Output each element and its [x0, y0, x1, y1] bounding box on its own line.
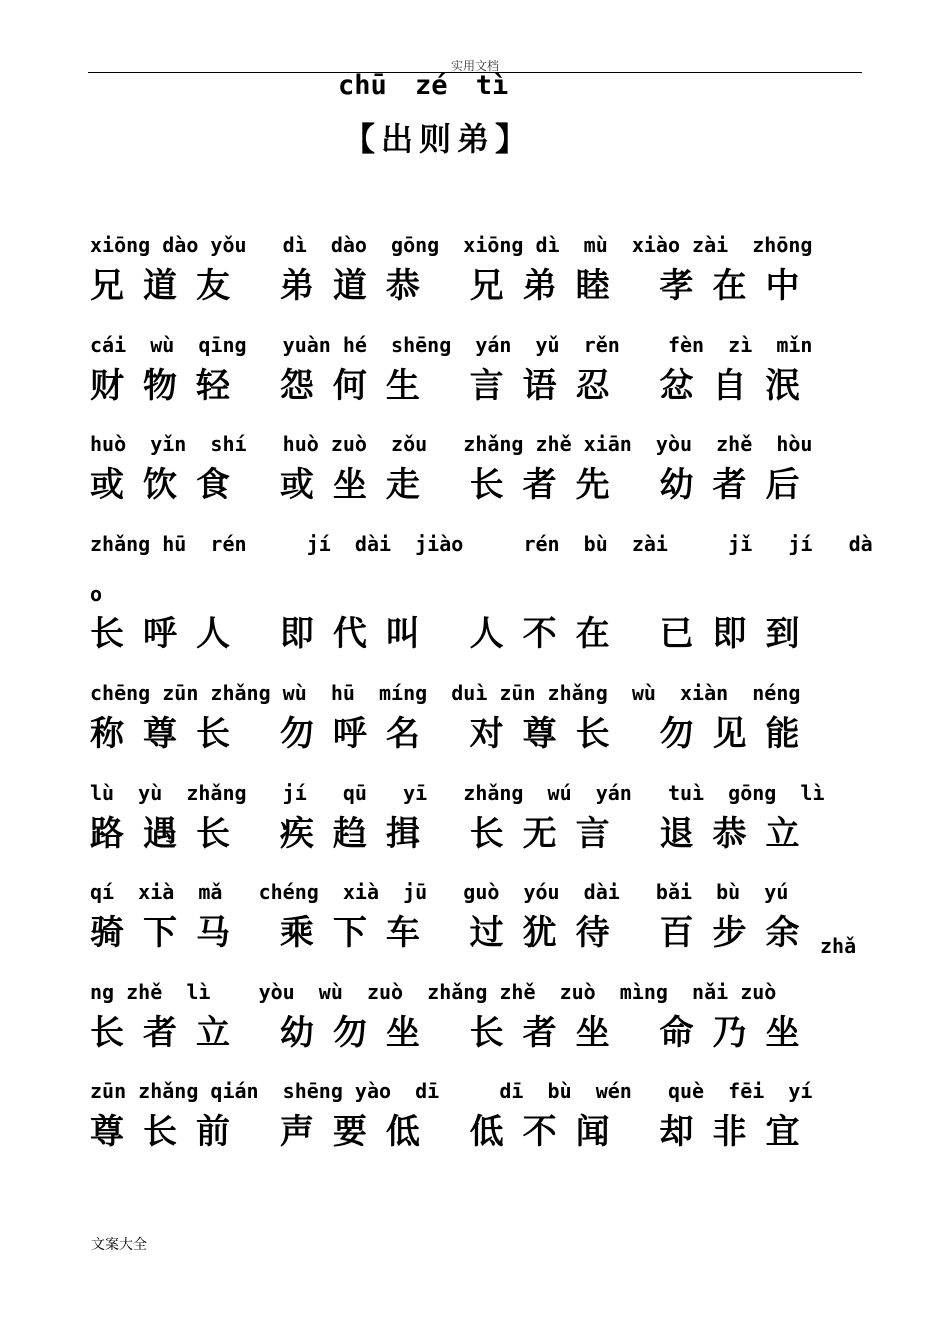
pinyin-line: xiōng dào yǒu dì dào gōng xiōng dì mù xiào zài zhōng	[90, 233, 813, 257]
pinyin-line: zūn zhǎng qián shēng yào dī dī bù wén què fēi yí	[90, 1079, 813, 1103]
pinyin-line: huò yǐn shí huò zuò zǒu zhǎng zhě xiān yòu zhě hòu	[90, 432, 813, 456]
pinyin-line: o	[90, 582, 103, 606]
pinyin-line: zhǎng hū rén jí dài jiào rén bù zài jǐ jí dà	[90, 532, 873, 556]
pinyin-line: qí xià mǎ chéng xià jū guò yóu dài bǎi bù yú	[90, 880, 789, 904]
verse-line: 路遇长 疾趋揖 长无言 退恭立	[90, 814, 819, 854]
pinyin-line: zhǎ	[820, 934, 857, 958]
verse-line: 骑下马 乘下车 过犹待 百步余	[90, 913, 819, 953]
pinyin-line: cái wù qīng yuàn hé shēng yán yǔ rěn fèn zì mǐn	[90, 333, 813, 357]
page-footer: 文案大全	[91, 1237, 147, 1253]
pinyin-line: ng zhě lì yòu wù zuò zhǎng zhě zuò mìng nǎi zuò	[90, 980, 777, 1004]
verse-line: 或饮食 或坐走 长者先 幼者后	[90, 465, 819, 505]
verse-line: 长者立 幼勿坐 长者坐 命乃坐	[90, 1013, 819, 1053]
verse-line: 兄道友 弟道恭 兄弟睦 孝在中	[90, 266, 819, 306]
pinyin-line: chēng zūn zhǎng wù hū míng duì zūn zhǎng wù xiàn néng	[90, 681, 801, 705]
title-pinyin: chū zé tì	[338, 70, 509, 101]
pinyin-line: lù yù zhǎng jí qū yī zhǎng wú yán tuì gōng lì	[90, 781, 825, 805]
verse-line: 尊长前 声要低 低不闻 却非宜	[90, 1112, 819, 1152]
title-hanzi: 【出则弟】	[343, 120, 534, 158]
verse-line: 称尊长 勿呼名 对尊长 勿见能	[90, 714, 819, 754]
verse-line: 长呼人 即代叫 人不在 已即到	[90, 614, 819, 654]
page-header: 实用文档	[450, 59, 499, 73]
verse-line: 财物轻 怨何生 言语忍 忿自泯	[90, 366, 819, 406]
